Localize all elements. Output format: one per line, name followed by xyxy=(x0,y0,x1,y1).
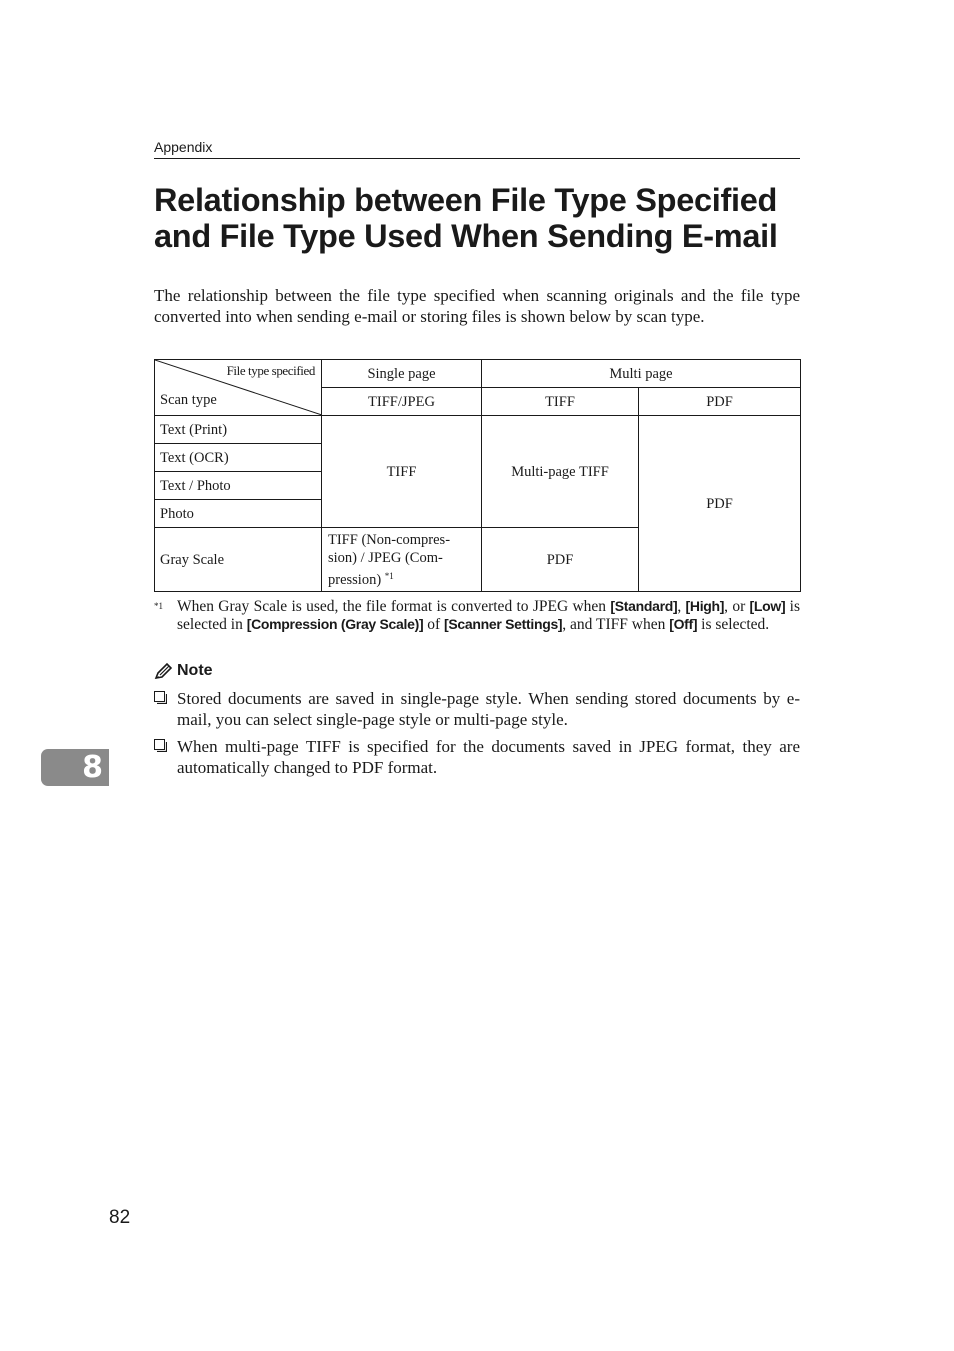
note-item xyxy=(154,736,800,778)
gray-single-line-1: TIFF (Non-compres- xyxy=(328,531,451,548)
gray-single-line-2: sion) / JPEG (Com- xyxy=(328,549,443,566)
header-multi-tiff: TIFF xyxy=(482,388,639,416)
cell-single-tiff: TIFF xyxy=(322,416,482,528)
footnote-ref: *1 xyxy=(384,570,394,581)
cell-multi-page-tiff: Multi-page TIFF xyxy=(482,416,639,528)
row-label-text-ocr: Text (OCR) xyxy=(155,444,322,472)
cell-multi-pdf: PDF xyxy=(639,416,801,592)
corner-file-type-label: File type specified xyxy=(226,363,315,378)
corner-scan-type-label: Scan type xyxy=(160,392,217,408)
intro-paragraph: The relationship between the file type specified when scanning originals and the file type converted into when sending e-mail or storing files is shown below by scan type. xyxy=(154,286,800,326)
checkbox-bullet-icon xyxy=(154,739,167,752)
header-single-page: Single page xyxy=(322,360,482,388)
row-label-text-print: Text (Print) xyxy=(155,416,322,444)
running-header: Appendix xyxy=(154,139,213,155)
ui-label-scanner-settings: [Scanner Settings] xyxy=(444,615,563,632)
ui-label-off: [Off] xyxy=(669,615,698,632)
footnote-mark: *1 xyxy=(154,601,163,611)
header-rule xyxy=(154,158,800,159)
cell-gray-single xyxy=(322,528,482,592)
note-item-text: Stored documents are saved in single-page style. When sending stored documents by e-mail, you can select single-page style or multi-page style. xyxy=(177,689,800,729)
gray-single-line-3: pression) xyxy=(328,571,382,588)
row-label-gray-scale: Gray Scale xyxy=(155,528,322,592)
note-item xyxy=(154,688,800,730)
ui-label-high: [High] xyxy=(685,598,725,614)
ui-label-standard: [Standard] xyxy=(610,598,678,614)
checkbox-bullet-icon xyxy=(154,691,167,704)
note-item-text: When multi-page TIFF is specified for the documents saved in JPEG format, they are automatically changed to PDF format. xyxy=(177,737,800,777)
file-type-table xyxy=(154,359,801,592)
cell-gray-multi-tiff: PDF xyxy=(482,528,639,592)
chapter-tab: 8 xyxy=(41,749,109,786)
note-heading-label: Note xyxy=(177,662,213,679)
ui-label-low: [Low] xyxy=(749,598,786,614)
ui-label-compression: [Compression (Gray Scale)] xyxy=(246,615,424,632)
header-multi-page: Multi page xyxy=(482,360,801,388)
table-corner-cell xyxy=(155,360,322,416)
row-label-text-photo: Text / Photo xyxy=(155,472,322,500)
footnote-text: When Gray Scale is used, the file format is converted to JPEG when [Standard], [High], or [Low] is selected in [Compression (Gray Scale)] of [Scanner Settings], and TIFF when [Off] is selected. xyxy=(177,598,801,633)
note-heading xyxy=(154,662,213,680)
pencil-icon xyxy=(154,662,174,680)
page-title: Relationship between File Type Specified and File Type Used When Sending E-mail xyxy=(154,182,778,254)
table-footnote xyxy=(154,598,800,633)
row-label-photo: Photo xyxy=(155,500,322,528)
header-single-tiff-jpeg: TIFF/JPEG xyxy=(322,388,482,416)
header-multi-pdf: PDF xyxy=(639,388,801,416)
page-number: 82 xyxy=(109,1207,131,1228)
